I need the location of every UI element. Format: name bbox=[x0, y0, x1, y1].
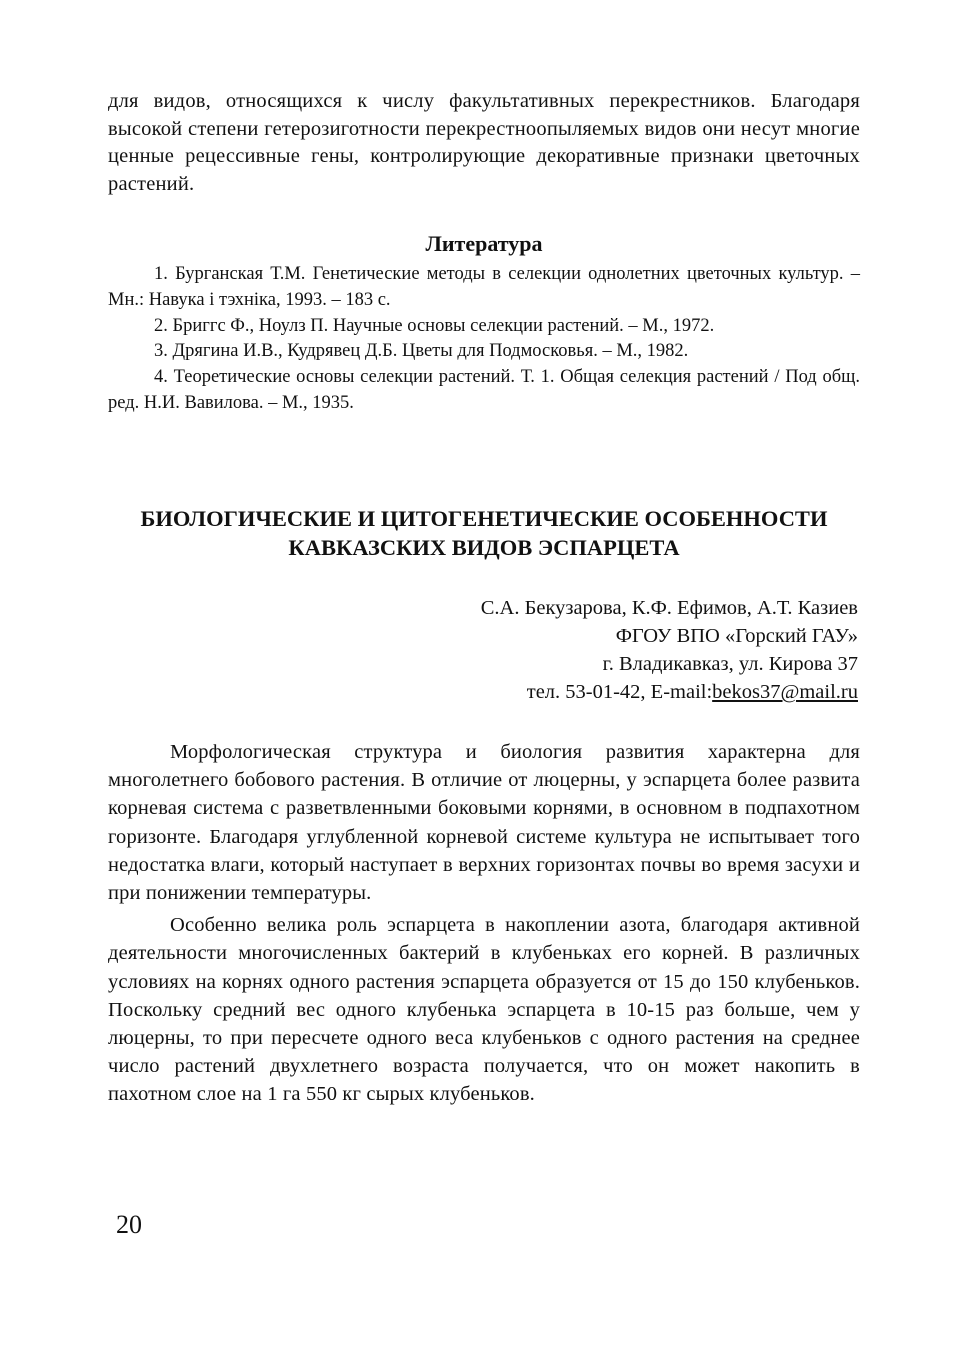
contact-line bbox=[481, 678, 858, 706]
institution: ФГОУ ВПО «Горский ГАУ» bbox=[615, 625, 858, 647]
authors-names: С.А. Бекузарова, К.Ф. Ефимов, А.Т. Казиев bbox=[480, 597, 858, 619]
body-paragraph: Морфологическая структура и биология развития характерна для многолетнего бобового растения. В отличие от люцерны, у эспарцета более развита корневая система с разветвленными боковыми корнями, в основном в подпахотном горизонте. Благодаря углубленной корневой системе культура не испытывает того недостатка влаги, который наступает в верхних горизонтах почвы во время засухи и при понижении температуры. bbox=[108, 741, 860, 905]
article-body bbox=[108, 738, 860, 1113]
reference-list bbox=[108, 262, 860, 417]
intro-paragraph: для видов, относящихся к числу факультативных перекрестников. Благодаря высокой степени гетерозиготности перекрестноопыляемых видов они несут многие ценные рецессивные гены, контролирующие декоративные признаки цветочных растений. bbox=[108, 90, 860, 195]
literature-heading: Литература bbox=[425, 231, 543, 256]
page-number: 20 bbox=[116, 1210, 142, 1239]
author-block bbox=[481, 594, 858, 706]
reference-item: 1. Бурганская Т.М. Генетические методы в селекции однолетних цветочных культур. – Мн.: Навука і тэхніка, 1993. – 183 с. bbox=[108, 264, 860, 310]
contact-prefix: тел. 53-01-42, E-mail: bbox=[526, 681, 713, 703]
article-title-line: КАВКАЗСКИХ ВИДОВ ЭСПАРЦЕТА bbox=[288, 535, 680, 560]
address: г. Владикавказ, ул. Кирова 37 bbox=[602, 653, 858, 675]
reference-item: 2. Бриггс Ф., Ноулз П. Научные основы селекции растений. – М., 1972. bbox=[154, 315, 715, 336]
article-title bbox=[108, 504, 860, 562]
email-link[interactable]: bekos37@mail.ru bbox=[712, 681, 858, 703]
article-title-line: БИОЛОГИЧЕСКИЕ И ЦИТОГЕНЕТИЧЕСКИЕ ОСОБЕННОСТИ bbox=[140, 506, 828, 531]
reference-item: 4. Теоретические основы селекции растений. Т. 1. Общая селекция растений / Под общ. ред. Н.И. Вавилова. – М., 1935. bbox=[108, 367, 860, 413]
reference-item: 3. Дрягина И.В., Кудрявец Д.Б. Цветы для Подмосковья. – М., 1982. bbox=[154, 341, 689, 362]
body-paragraph: Особенно велика роль эспарцета в накоплении азота, благодаря активной деятельности многочисленных бактерий в клубеньках его корней. В различных условиях на корнях одного растения эспарцета образуется от 15 до 150 клубеньков. Поскольку средний вес одного клубенька эспарцета в 10-15 раз больше, чем у люцерны, то при пересчете одного веса клубеньков с одного растения на среднее число растений двухлетнего возраста получается, что он может накопить в пахотном слое на 1 га 550 кг сырых клубеньков. bbox=[108, 914, 860, 1106]
